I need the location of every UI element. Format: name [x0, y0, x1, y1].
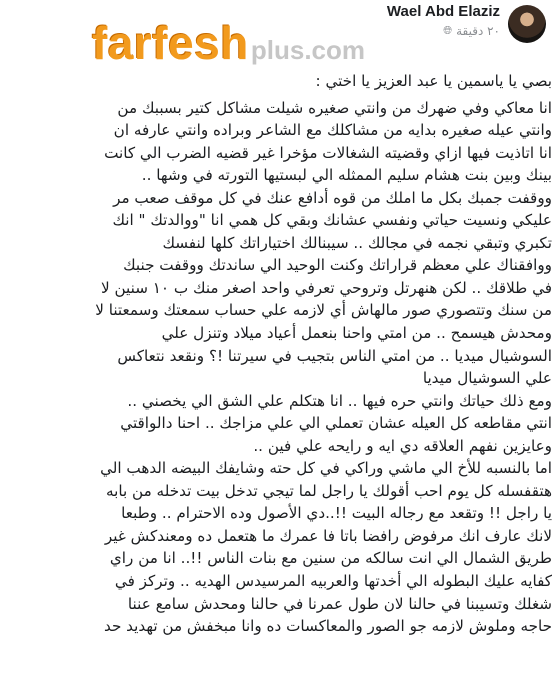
post-line: ووافقناك علي معظم قراراتك وكنت الوحيد الي ساندتك ووقفت جنبك — [123, 256, 552, 275]
post-line: يا راجل !! وتقعد مع رجاله البيت !!..دي الأصول وده الاحترام .. وطبعا — [121, 504, 552, 523]
post-line: بينك وبين بنت هشام سليم الممثله الي لبستيها التورته في وشها .. — [141, 166, 552, 185]
post-header — [0, 0, 560, 69]
post-line: تكبري وتبقي نجمه في مجالك .. سيبنالك اختياراتك كلها لنفسك — [162, 233, 552, 252]
post-line: اما بالنسبه للأخ الي ماشي وراكي في كل حته وشايفك البيضه الدهب الي — [100, 459, 552, 478]
post-line: حاجه وملوش لازمه جو الصور والمعاكسات ده وانا مبخفش من تهديد حد — [103, 617, 552, 636]
post-line: شغلك وتسيبنا في حالنا لان طول عمرنا في حالنا ومحدش سامع عننا — [127, 594, 552, 613]
post-line: ومع ذلك حياتك وانتي حره فيها .. انا هتكلم علي الشق الي يخصني .. — [127, 391, 552, 410]
post-line: وعايزين نفهم العلاقه دي ايه و رايحه علي فين .. — [253, 436, 552, 455]
post-line: طريق الشمال الي انت سالكه من سنين مع بنات الناس !!.. انا من راي — [109, 549, 552, 568]
author-avatar[interactable] — [508, 5, 546, 43]
post-line: من سنك وتتصوري صور مالهاش أي لازمه علي حساب سمعتك وسمعتنا لا — [95, 301, 552, 320]
site-watermark — [92, 17, 366, 69]
post-timestamp[interactable]: ٢٠ دقيقة — [456, 24, 500, 38]
post-line: وانتي عيله صغيره بدايه من مشاكلك مع الشاعر وبراده وانتي عارفه ان — [113, 121, 552, 140]
post-line: السوشيال ميديا .. من امتي الناس بتجيب في سيرتنا !؟ ونقعد نتعاكس — [117, 346, 552, 365]
post-line: في طلاقك .. لكن هنهرتل وتروحي تعرفي واحد اصغر منك ب ١٠ سنين لا — [100, 278, 552, 297]
post-line: بصي يا ياسمين يا عبد العزيز يا اختي : — [315, 72, 552, 90]
post-line: عليكي ونسيت حياتي ونفسي عشانك وبقي كل همي انا "ووالدتك " انك — [112, 211, 552, 230]
globe-icon: 🌐︎ — [443, 24, 453, 37]
post-meta — [443, 24, 500, 38]
post-line: ووقفت جمبك بكل ما املك من قوه أدافع عنك في كل موقف صعب مر — [113, 188, 552, 207]
post-line: علي السوشيال ميديا — [422, 369, 552, 388]
post-line: لانك عارف انك مرفوض رافضا باتا فا عمرك ما هتعمل ده ومعندكش غير — [104, 526, 552, 545]
post-line: انا معاكي وفي ضهرك من وانتي صغيره شيلت مشاكل كتير بسببك من — [117, 98, 552, 117]
post-body — [10, 70, 552, 638]
post-line: كفايه عليك البطوله الي أخدتها والعربيه المرسيدس الهديه .. وتركز في — [114, 572, 552, 591]
post-line: ومحدش هيسمح .. من امتي واحنا بنعمل أعياد ميلاد وتنزل علي — [161, 324, 552, 343]
watermark-suffix: plus.com — [250, 35, 366, 65]
post-line: هتقفسله كل يوم احب أقولك يا راجل لما تيجي تدخل بيت تدخله من بابه — [105, 481, 552, 500]
watermark-main: farfesh — [92, 17, 249, 69]
author-name[interactable]: Wael Abd Elaziz — [386, 3, 500, 20]
post-line: انتي مقاطعه كل العيله عشان تعملي الي علي مزاجك .. احنا دالواقتي — [120, 414, 552, 433]
post-line: انا اتاذيت فيها ازاي وقضيته الشغالات مؤخرا غير قضيه الضرب الي كانت — [104, 143, 552, 162]
